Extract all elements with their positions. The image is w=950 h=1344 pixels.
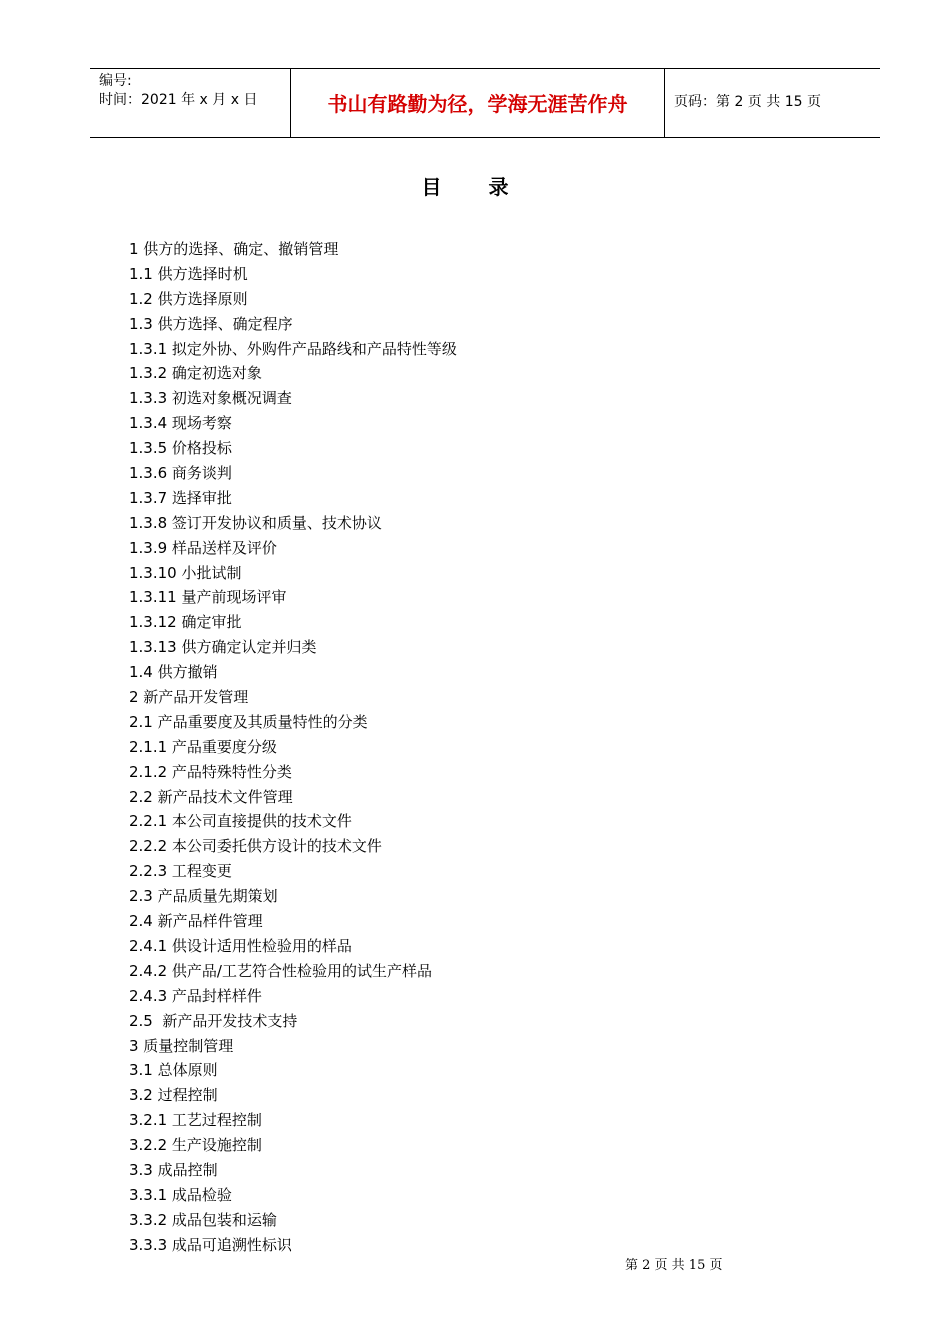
toc-entry[interactable]: 1.3.12 确定审批 [129, 613, 242, 632]
toc-entry[interactable]: 1.3.2 确定初选对象 [129, 364, 262, 383]
toc-entry[interactable]: 1.2 供方选择原则 [129, 289, 248, 308]
toc-entry[interactable]: 2.4.3 产品封样样件 [129, 986, 262, 1005]
page-header [90, 68, 880, 138]
toc-entry[interactable]: 2.1 产品重要度及其质量特性的分类 [129, 712, 368, 731]
toc-entry[interactable]: 2.3 产品质量先期策划 [129, 887, 278, 906]
document-number-label: 编号: [99, 73, 132, 89]
toc-entry[interactable]: 2.1.2 产品特殊特性分类 [129, 762, 292, 781]
document-date: 时间：2021 年 x 月 x 日 [99, 92, 258, 108]
toc-entry[interactable]: 2.4.1 供设计适用性检验用的样品 [129, 936, 352, 955]
toc-entry[interactable]: 1 供方的选择、确定、撤销管理 [129, 240, 339, 258]
toc-title: 目 录 [421, 175, 529, 199]
toc-entry[interactable]: 1.3.9 样品送样及评价 [129, 538, 277, 557]
toc-entry[interactable]: 3.3.1 成品检验 [129, 1185, 232, 1204]
toc-entry[interactable]: 3.1 总体原则 [129, 1061, 218, 1080]
toc-entry[interactable]: 3.2 过程控制 [129, 1086, 218, 1105]
toc-entry[interactable]: 2.2.2 本公司委托供方设计的技术文件 [129, 837, 382, 856]
toc-entry[interactable]: 1.3.4 现场考察 [129, 414, 232, 433]
header-motto-cell [290, 69, 665, 137]
toc-entry[interactable]: 1.3.10 小批试制 [129, 563, 242, 582]
toc-entry[interactable]: 3.3.2 成品包装和运输 [129, 1210, 277, 1229]
toc-entry[interactable]: 2.5 新产品开发技术支持 [129, 1011, 298, 1030]
toc-entry[interactable]: 3 质量控制管理 [129, 1036, 234, 1055]
header-page-code: 页码：第 2 页 共 15 页 [674, 94, 821, 110]
toc-entry[interactable]: 1.3.8 签订开发协议和质量、技术协议 [129, 513, 382, 532]
toc-entry[interactable]: 1.3.1 拟定外协、外购件产品路线和产品特性等级 [129, 339, 457, 358]
toc-entry[interactable]: 2.4.2 供产品/工艺符合性检验用的试生产样品 [129, 961, 432, 980]
toc-entry[interactable]: 1.3.3 初选对象概况调查 [129, 389, 292, 408]
toc-entry[interactable]: 3.3.3 成品可追溯性标识 [129, 1235, 292, 1254]
toc-entry[interactable]: 2.2 新产品技术文件管理 [129, 787, 293, 806]
toc-entry[interactable]: 2.4 新产品样件管理 [129, 912, 263, 931]
toc-entry[interactable]: 3.3 成品控制 [129, 1160, 218, 1179]
toc-entry[interactable]: 1.1 供方选择时机 [129, 264, 248, 283]
table-of-contents [129, 237, 457, 1258]
toc-entry[interactable]: 1.3.11 量产前现场评审 [129, 588, 287, 607]
toc-entry[interactable]: 1.3.13 供方确定认定并归类 [129, 638, 317, 657]
toc-entry[interactable]: 1.3.6 商务谈判 [129, 464, 232, 483]
header-page-cell [664, 69, 880, 137]
toc-entry[interactable]: 3.2.1 工艺过程控制 [129, 1111, 262, 1130]
toc-entry[interactable]: 2.1.1 产品重要度分级 [129, 737, 277, 756]
header-info-cell [90, 69, 290, 137]
header-motto: 书山有路勤为径，学海无涯苦作舟 [327, 92, 628, 116]
toc-entry[interactable]: 1.3.7 选择审批 [129, 488, 232, 507]
toc-entry[interactable]: 2.2.1 本公司直接提供的技术文件 [129, 812, 352, 831]
toc-entry[interactable]: 1.4 供方撤销 [129, 663, 218, 682]
toc-entry[interactable]: 2 新产品开发管理 [129, 688, 249, 707]
toc-entry[interactable]: 3.2.2 生产设施控制 [129, 1136, 262, 1155]
toc-entry[interactable]: 1.3.5 价格投标 [129, 439, 232, 458]
toc-entry[interactable]: 2.2.3 工程变更 [129, 862, 232, 881]
toc-entry[interactable]: 1.3 供方选择、确定程序 [129, 314, 293, 333]
page-footer: 第 2 页 共 15 页 [625, 1258, 723, 1273]
